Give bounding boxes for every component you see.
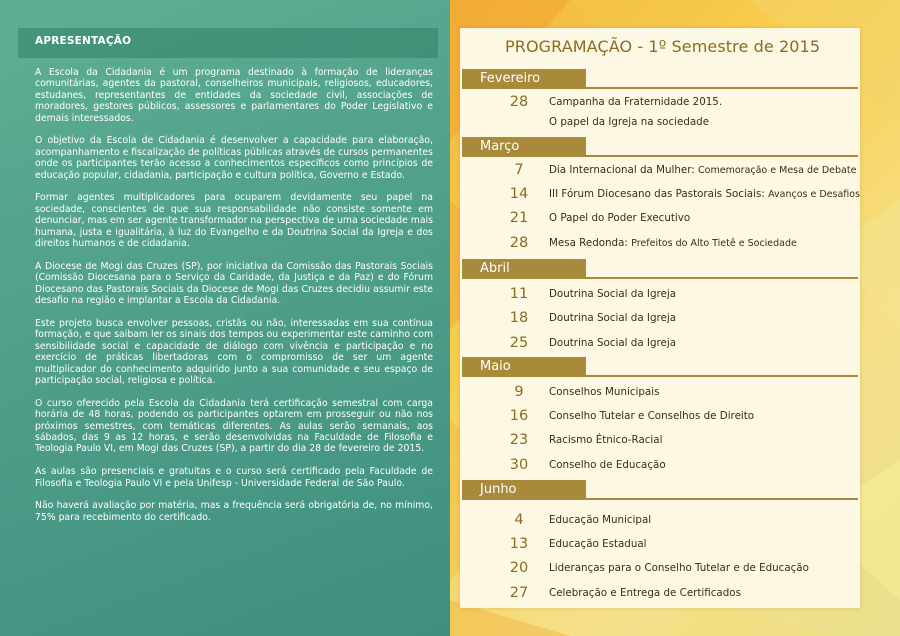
event-text: Celebração e Entrega de Certificados [549, 587, 741, 599]
day-number: 13 [509, 536, 529, 552]
event-text: Doutrina Social da Igreja [549, 312, 677, 324]
paragraph: Formar agentes multiplicadores para ocuparem devidamente seu papel na sociedade, conscientes de que sua responsabilidade não consiste somente em denunciar, mas em ser agente transformador na perspectiva de uma sociedade mais humana, justa e igualitária, à luz do Evangelho e da Doutrina Social da Igreja e dos direitos humanos e de cidadania. [35, 192, 433, 250]
list-item [480, 510, 860, 530]
day-number: 11 [509, 286, 529, 302]
month-divider [586, 87, 858, 89]
paragraph: A Diocese de Mogi das Cruzes (SP), por iniciativa da Comissão das Pastorais Sociais (Comissão Diocesana para o Serviço da Caridade, da Justiça e da Paz) e do Fórum Diocesano das Pastorais Sociais da Diocese de Mogi das Cruzes decidiu assumir este desafio na região e implantar a Escola da Cidadania. [35, 260, 433, 307]
month-tab-marco: Março [462, 137, 586, 157]
list-item [480, 208, 860, 228]
event-text: Racismo Étnico-Racial [549, 434, 663, 446]
paragraph: O curso oferecido pela Escola da Cidadania terá certificação semestral com carga horária de 48 horas, podendo os participantes optarem em prosseguir ou não nos próximos semestres, com temáticas diferentes. As aulas serão semanais, aos sábados, das 9 as 12 horas, e serão desenvolvidas na Faculdade de Filosofia e Teologia Paulo VI, em Mogi das Cruzes (SP), a partir do dia 28 de fevereiro de 2015. [35, 397, 433, 455]
list-item [480, 406, 860, 426]
event-text: Conselhos Municipais [549, 386, 660, 398]
month-tab-abril: Abril [462, 259, 586, 279]
list-item [480, 583, 860, 603]
event-text: Dia Internacional da Mulher: Comemoração e Mesa de Debate [549, 164, 857, 176]
paragraph: As aulas são presenciais e gratuitas e o curso será certificado pela Faculdade de Filosofia e Teologia Paulo VI e pela Unifesp - Universidade Federal de São Paulo. [35, 466, 433, 489]
day-number: 28 [509, 94, 529, 110]
list-item [480, 284, 860, 304]
month-divider [586, 375, 858, 377]
event-text: III Fórum Diocesano das Pastorais Sociais: Avanços e Desafios [549, 188, 861, 200]
list-item [480, 112, 860, 132]
event-text: Doutrina Social da Igreja [549, 288, 677, 300]
list-item [480, 233, 860, 253]
paragraph: Este projeto busca envolver pessoas, cristãs ou não, interessadas em sua contínua formação, e que saibam ler os sinais dos tempos ou experimentar este caminho com sensibilidade social e capacidade de diálogo com vivência e participação e no exercício de práticas libertadoras com o compromisso de ser um agente multiplicador do conhecimento adquirido junto a sua comunidade e seu espaço de participação social, religiosa e política. [35, 317, 433, 386]
event-text: Campanha da Fraternidade 2015. [549, 96, 723, 108]
list-item [480, 382, 860, 402]
list-item [480, 308, 860, 328]
day-number: 23 [509, 432, 529, 448]
day-number: 4 [514, 512, 524, 528]
month-divider [586, 277, 858, 279]
day-number: 28 [509, 235, 529, 251]
day-number: 27 [509, 585, 529, 601]
day-number: 16 [509, 408, 529, 424]
event-text: O papel da Igreja na sociedade [549, 116, 710, 128]
day-number: 20 [509, 560, 529, 576]
list-item [480, 92, 860, 112]
event-text: Educação Municipal [549, 514, 652, 526]
month-tab-junho: Junho [462, 480, 586, 500]
month-tab-fevereiro: Fevereiro [462, 69, 586, 89]
day-number: 14 [509, 186, 529, 202]
event-text: O Papel do Poder Executivo [549, 212, 691, 224]
list-item [480, 558, 860, 578]
paragraph: Não haverá avaliação por matéria, mas a frequência será obrigatória de, no mínimo, 75% para recebimento do certificado. [35, 500, 433, 523]
event-text: Lideranças para o Conselho Tutelar e de Educação [549, 562, 809, 574]
event-text: Conselho Tutelar e Conselhos de Direito [549, 410, 755, 422]
list-item [480, 534, 860, 554]
paragraph: O objetivo da Escola de Cidadania é desenvolver a capacidade para elaboração, acompanhamento e fiscalização de políticas públicas através de cursos permanentes onde os participantes terão acesso a conhecimentos específicos como princípios de educação popular, cidadania, participação e cultura política, Governo e Estado. [35, 135, 433, 181]
day-number: 25 [509, 335, 529, 351]
presentation-body [35, 67, 433, 535]
paragraph: A Escola da Cidadania é um programa destinado à formação de lideranças comunitárias, agentes da pastoral, conselheiros municipais, religiosos, educadores, estudanes, representantes de entidades da sociedade civil, associações de moradores, gestores públicos, assessores e parlamentares do Poder Legislativo e demais interessados. [35, 67, 433, 124]
programacao-title: PROGRAMAÇÃO - 1º Semestre de 2015 [505, 37, 821, 56]
day-number: 21 [509, 210, 529, 226]
event-text: Mesa Redonda: Prefeitos do Alto Tietê e Sociedade [549, 237, 797, 249]
day-number: 9 [514, 384, 524, 400]
month-tab-maio: Maio [462, 357, 586, 377]
list-item [480, 430, 860, 450]
list-item [480, 455, 860, 475]
presentation-heading: APRESENTAÇÃO [35, 35, 132, 47]
event-text: Doutrina Social da Igreja [549, 337, 677, 349]
month-divider [586, 155, 858, 157]
event-text: Conselho de Educação [549, 459, 666, 471]
day-number: 18 [509, 310, 529, 326]
list-item [480, 160, 860, 180]
event-text: Educação Estadual [549, 538, 647, 550]
list-item [480, 184, 860, 204]
day-number: 7 [514, 162, 524, 178]
list-item [480, 333, 860, 353]
month-divider [586, 498, 858, 500]
day-number: 30 [509, 457, 529, 473]
